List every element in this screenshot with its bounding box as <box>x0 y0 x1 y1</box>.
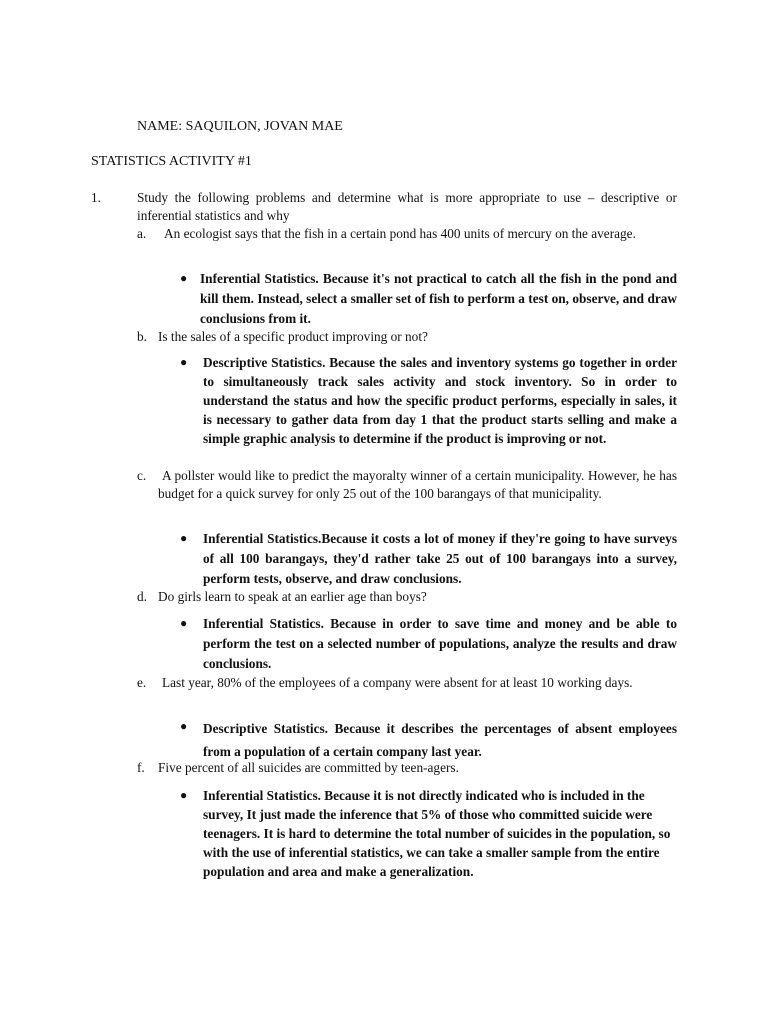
activity-title: STATISTICS ACTIVITY #1 <box>91 154 252 169</box>
item-text-d: Do girls learn to speak at an earlier age than boys? <box>158 589 427 604</box>
question-number: 1. <box>91 190 101 205</box>
item-letter-a: a. <box>137 226 147 241</box>
bullet-icon: ● <box>180 355 188 369</box>
item-letter-d: d. <box>137 589 147 604</box>
bullet-icon: ● <box>180 531 188 545</box>
question-text: Study the following problems and determine what is more appropriate to use – descriptive or inferential statistics and why <box>137 190 677 223</box>
bullet-icon: ● <box>180 271 188 285</box>
item-text-f: Five percent of all suicides are committed by teen-agers. <box>158 760 459 775</box>
student-name: NAME: SAQUILON, JOVAN MAE <box>137 119 343 134</box>
answer-e: Descriptive Statistics. Because it describes the percentages of absent employees from a population of a certain company last year. <box>203 721 677 759</box>
item-text-c: A pollster would like to predict the mayoralty winner of a certain municipality. However, he has budget for a quick survey for only 25 out of the 100 barangays of that municipality. <box>158 468 677 501</box>
bullet-icon: ● <box>180 788 188 802</box>
item-letter-e: e. <box>137 675 147 690</box>
answer-f: Inferential Statistics. Because it is not directly indicated who is included in the survey, It just made the inference that 5% of those who committed suicide were teenagers. It is hard to determine the total number of suicides in the population, so with the use of inferential statistics, we can take a smaller sample from the entire population and area and make a generalization. <box>203 788 671 879</box>
item-text-b: Is the sales of a specific product improving or not? <box>158 329 428 344</box>
answer-a: Inferential Statistics. Because it's not practical to catch all the fish in the pond and kill them. Instead, select a smaller set of fish to perform a test on, observe, and draw conclusions from it. <box>200 271 677 326</box>
item-letter-c: c. <box>137 468 147 483</box>
bullet-icon: ● <box>180 719 188 733</box>
item-text-a: An ecologist says that the fish in a certain pond has 400 units of mercury on the average. <box>164 226 636 241</box>
answer-d: Inferential Statistics. Because in order to save time and money and be able to perform the test on a selected number of populations, analyze the results and draw conclusions. <box>203 616 677 671</box>
item-text-e: Last year, 80% of the employees of a company were absent for at least 10 working days. <box>162 675 633 690</box>
answer-c: Inferential Statistics.Because it costs a lot of money if they're going to have surveys of all 100 barangays, they'd rather take 25 out of 100 barangays into a survey, perform tests, observe, and draw conclusions. <box>203 531 677 586</box>
bullet-icon: ● <box>180 616 188 630</box>
answer-b: Descriptive Statistics. Because the sales and inventory systems go together in order to simultaneously track sales activity and stock inventory. So in order to understand the status and how the specific product performs, especially in sales, it is necessary to gather data from day 1 that the product starts selling and make a simple graphic analysis to determine if the product is improving or not. <box>203 355 677 446</box>
item-letter-f: f. <box>137 760 145 775</box>
item-letter-b: b. <box>137 329 147 344</box>
